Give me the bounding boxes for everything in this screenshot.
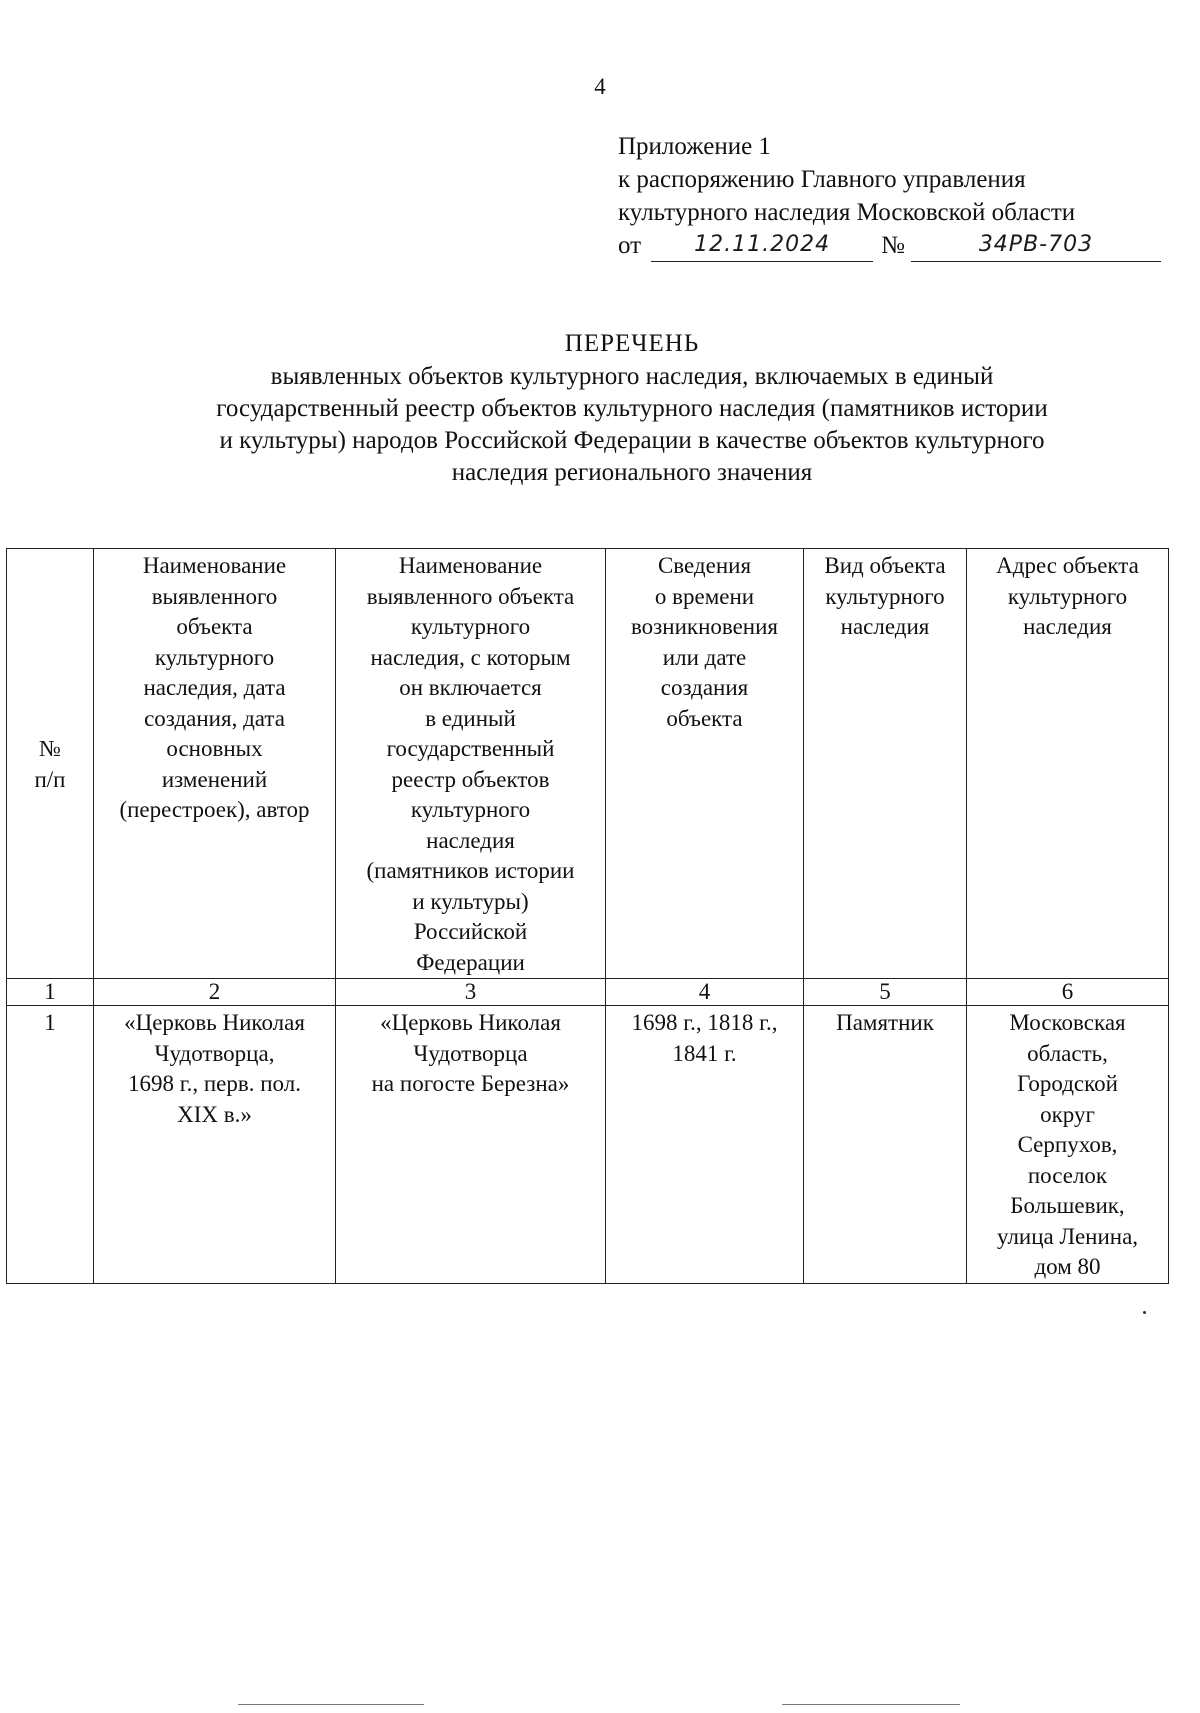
cell-ensemble-name [336, 1006, 606, 1284]
cell-line: наследия, с которым [370, 644, 571, 670]
cell-line: (перестроек), автор [119, 797, 310, 822]
index-cell: 2 [94, 979, 336, 1006]
cell-line: Адрес объекта [996, 553, 1139, 578]
cell-line: «Церковь Николая [124, 1010, 305, 1035]
table-row [7, 1006, 1169, 1284]
cell-line: Вид объекта [824, 553, 946, 578]
index-cell: 1 [7, 979, 94, 1006]
subtitle-line: государственный реестр объектов культурного наследия (памятников истории [216, 395, 1048, 422]
cell-object-name [94, 1006, 336, 1284]
index-cell: 4 [606, 979, 804, 1006]
cell-line: создания [660, 675, 749, 700]
cell-creation-dates [606, 1006, 804, 1284]
document-title: ПЕРЕЧЕНЬ [564, 330, 700, 357]
cell-line: Федерации [416, 949, 525, 975]
cell-line: дом 80 [1034, 1254, 1101, 1279]
footer-rule-left [238, 1704, 424, 1705]
cell-line: Московская [1009, 1010, 1126, 1035]
appendix-date-number-row [618, 229, 1178, 262]
index-cell: 6 [967, 979, 1169, 1006]
cell-line: культурного [410, 797, 531, 822]
cell-line: область, [1027, 1040, 1108, 1066]
cell-line: культурного [1007, 583, 1128, 609]
cell-line: Чудотворца [413, 1040, 528, 1066]
cell-line: Чудотворца, [154, 1040, 275, 1066]
cell-line: реестр объектов [391, 766, 550, 792]
appendix-authority-line: культурного наследия Московской области [618, 199, 1076, 226]
cell-line: 1698 г., перв. пол. [128, 1071, 301, 1096]
cell-row-number: 1 [7, 1006, 94, 1284]
index-cell: 5 [804, 979, 967, 1006]
cell-line: наследия [426, 827, 515, 853]
header-cell-ensemble-name [336, 549, 606, 979]
document-heading [0, 330, 1200, 489]
table-index-row [7, 979, 1169, 1006]
number-prefix: № [881, 232, 905, 259]
date-prefix: от [618, 232, 642, 259]
cell-line: Большевик, [1010, 1193, 1125, 1218]
header-cell-number [7, 549, 94, 979]
document-subtitle [0, 361, 1200, 489]
cell-line: Наименование [142, 553, 287, 578]
cell-line: Серпухов, [1017, 1132, 1118, 1157]
footer-rule-right [782, 1704, 960, 1705]
handwritten-number: 34РВ-703 [978, 232, 1094, 257]
cell-line: о времени [654, 583, 755, 609]
cell-line: или дате [662, 644, 747, 670]
cell-line: основных [166, 736, 263, 761]
cell-line: на погосте Березна» [371, 1071, 570, 1096]
cell-line: улица Ленина, [996, 1223, 1139, 1249]
cell-line: Городской [1017, 1071, 1118, 1096]
cell-line: культурного [154, 644, 275, 670]
table-header-row [7, 549, 1169, 979]
date-field [651, 233, 873, 262]
header-cell-object-name [94, 549, 336, 979]
cell-address [967, 1006, 1169, 1284]
cell-line: округ [1040, 1101, 1095, 1127]
cell-line: (памятников истории [366, 858, 575, 883]
cell-line: возникновения [630, 614, 779, 639]
cell-line: выявленного [151, 583, 278, 609]
cell-line: создания, дата [144, 705, 285, 731]
cell-line: наследия [840, 614, 930, 639]
cell-line: наследия [1023, 614, 1112, 639]
cell-line: и культуры) [412, 888, 529, 914]
cell-line: Наименование [398, 553, 543, 578]
heritage-objects-table [6, 548, 1169, 1284]
cell-line: № [39, 736, 61, 761]
cell-line: он включается [399, 675, 542, 700]
cell-line: 1841 г. [672, 1040, 737, 1066]
cell-object-type: Памятник [804, 1006, 967, 1284]
cell-line: объекта [176, 614, 253, 639]
cell-line: культурного [825, 583, 945, 609]
cell-line: п/п [34, 766, 66, 792]
cell-line: XIX в.» [177, 1101, 252, 1127]
cell-line: поселок [1027, 1162, 1108, 1188]
appendix-order-line: к распоряжению Главного управления [618, 166, 1026, 193]
subtitle-line: наследия регионального значения [451, 459, 813, 486]
cell-line: Российской [413, 919, 528, 944]
header-cell-object-type [804, 549, 967, 979]
cell-line: изменений [161, 766, 268, 792]
cell-line: «Церковь Николая [380, 1010, 561, 1035]
cell-line: культурного [410, 614, 531, 639]
number-field [911, 233, 1161, 262]
appendix-title: Приложение 1 [618, 133, 771, 160]
cell-line: 1698 г., 1818 г., [631, 1010, 778, 1035]
appendix-block [618, 130, 1178, 262]
index-cell: 3 [336, 979, 606, 1006]
cell-line: объекта [666, 705, 743, 731]
cell-line: в единый [425, 705, 516, 731]
cell-line: выявленного объекта [366, 583, 575, 609]
header-cell-creation-info [606, 549, 804, 979]
subtitle-line: выявленных объектов культурного наследия, включаемых в единый [270, 363, 994, 390]
header-cell-address [967, 549, 1169, 979]
scan-speck [1143, 1311, 1146, 1314]
page-number: 4 [594, 74, 606, 99]
cell-line: Сведения [657, 553, 752, 578]
handwritten-date: 12.11.2024 [694, 232, 831, 257]
subtitle-line: и культуры) народов Российской Федерации в качестве объектов культурного [219, 427, 1045, 454]
cell-line: государственный [386, 736, 555, 761]
cell-line: наследия, дата [143, 675, 286, 700]
